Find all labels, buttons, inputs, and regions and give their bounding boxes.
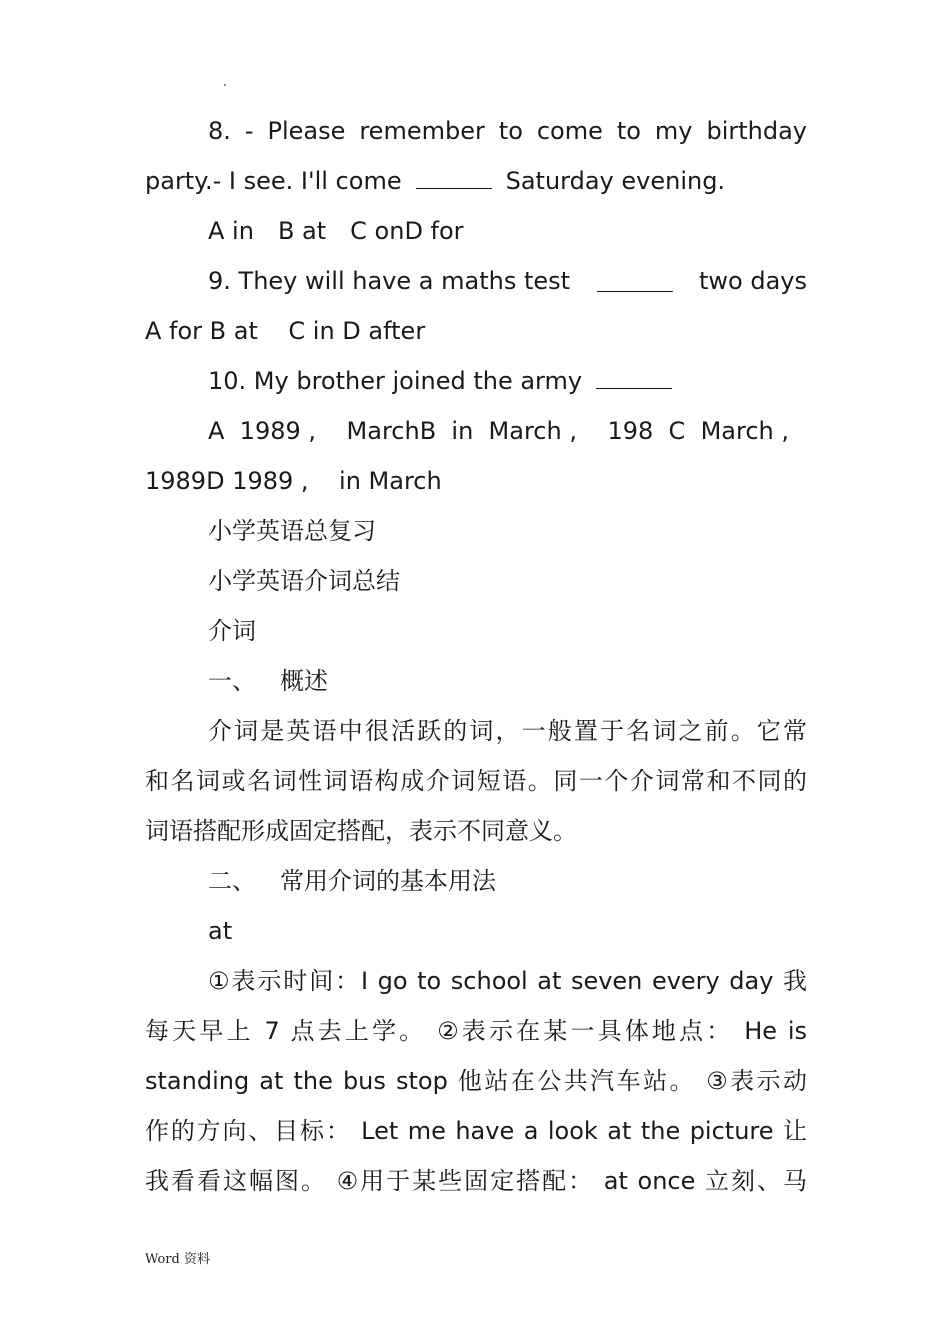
section2-num: 二、 xyxy=(208,867,256,895)
section1-title xyxy=(145,656,807,706)
q8-line2 xyxy=(145,156,807,206)
q10-line1 xyxy=(145,356,807,406)
q8-blank xyxy=(416,168,492,189)
section2-para-line4: 作的方向、目标： Let me have a look at the picture 让 xyxy=(145,1117,807,1145)
section2-para-line3: standing at the bus stop 他站在公共汽车站。 ③表示动 xyxy=(145,1067,807,1095)
section1-para-line3: 词语搭配形成固定搭配，表示不同意义。 xyxy=(145,817,577,845)
q10-line1-text: 10. My brother joined the army xyxy=(208,367,583,395)
heading-summary: 小学英语介词总结 xyxy=(208,567,400,595)
q8-option-cd: C onD for xyxy=(350,217,464,245)
document-page xyxy=(145,106,807,1206)
q8-line1: 8. - Please remember to come to my birthday xyxy=(208,117,807,145)
q9-blank xyxy=(597,271,673,292)
q8-option-b: B at xyxy=(277,217,327,245)
q10-blank xyxy=(596,368,672,389)
q8-line2-b: Saturday evening. xyxy=(505,167,726,195)
section2-para-line5: 我看看这幅图。 ④用于某些固定搭配： at once 立刻、马 xyxy=(145,1167,807,1195)
section1-para-line2: 和名词或名词性词语构成介词短语。同一个介词常和不同的 xyxy=(145,767,807,795)
q9-line1-b: two days xyxy=(698,267,807,295)
q10-options-line1: A 1989 , MarchB in March , 198 C March , xyxy=(208,417,789,445)
q8-line2-a: party.- I see. I'll come xyxy=(145,167,402,195)
section2-at: at xyxy=(208,917,233,945)
q8-options xyxy=(145,206,807,256)
heading-review: 小学英语总复习 xyxy=(208,517,376,545)
section1-para-line1: 介词是英语中很活跃的词，一般置于名词之前。它常 xyxy=(208,717,807,745)
q10-options-line2: 1989D 1989 , in March xyxy=(145,467,442,495)
q9-line1-a: 9. They will have a maths test xyxy=(208,267,571,295)
q8-option-a: A in xyxy=(208,217,254,245)
q9-line1 xyxy=(145,256,807,306)
q9-options: A for B at C in D after xyxy=(145,317,426,345)
section2-title-text: 常用介词的基本用法 xyxy=(280,867,496,895)
heading-prep: 介词 xyxy=(208,617,256,645)
page-footer: Word 资料 xyxy=(145,1252,210,1267)
stray-dot xyxy=(224,84,226,86)
section1-title-text: 概述 xyxy=(280,667,328,695)
section2-para-line2: 每天早上 7 点去上学。 ②表示在某一具体地点： He is xyxy=(145,1017,807,1045)
section2-para-line1: ①表示时间：I go to school at seven every day 我 xyxy=(208,967,807,995)
section1-num: 一、 xyxy=(208,667,256,695)
section2-title xyxy=(145,856,807,906)
